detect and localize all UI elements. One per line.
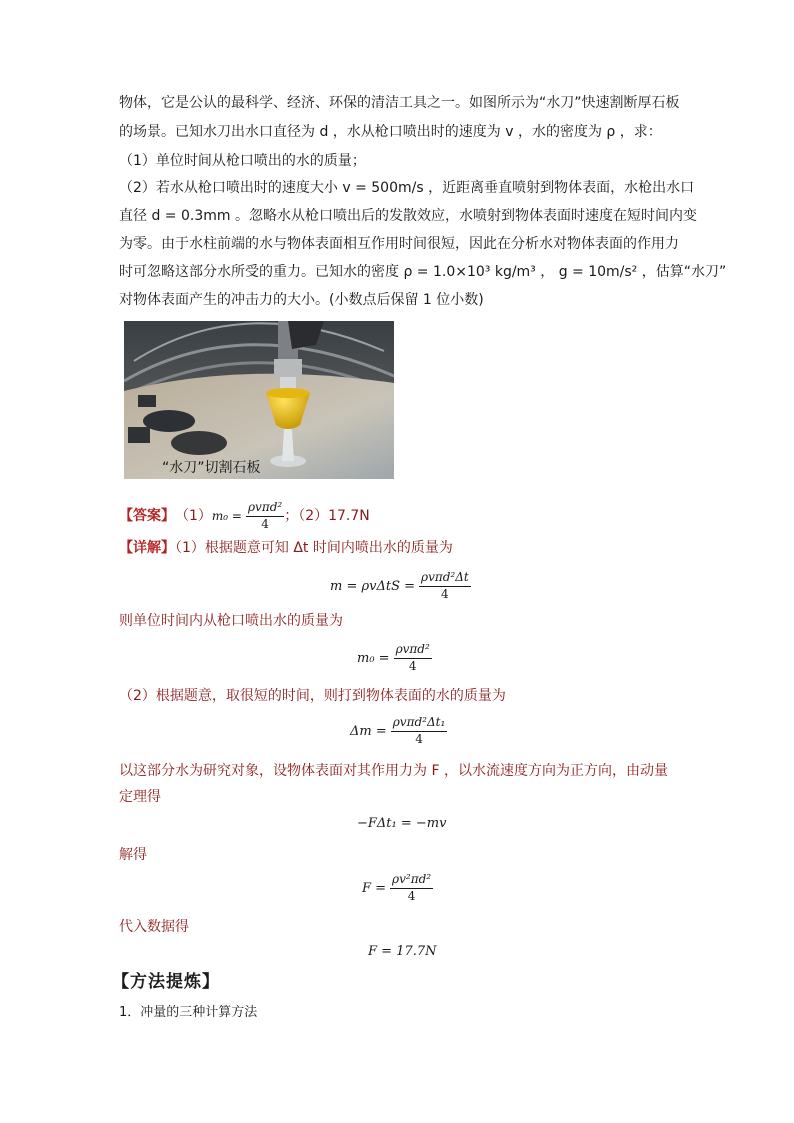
detail-text-1: （1）根据题意可知 Δt 时间内喷出水的质量为 [175, 540, 453, 556]
formula-5-lhs: F = [362, 880, 387, 896]
waterjet-illustration [124, 321, 394, 479]
method-heading: 【方法提炼】 [112, 972, 220, 992]
detail-text-2: 则单位时间内从枪口喷出水的质量为 [119, 613, 343, 629]
formula-3-denominator: 4 [415, 732, 423, 746]
question-item-2-line-2: 直径 d = 0.3mm 。忽略水从枪口喷出后的发散效应，水喷射到物体表面时速度在短时间内变 [119, 208, 697, 224]
formula-momentum-theorem: −FΔt₁ = −mv [357, 816, 447, 831]
formula-3-numerator: ρvπd²Δt₁ [391, 715, 448, 732]
question-item-2-line-1: （2）若水从枪口喷出时的速度大小 v = 500m/s ，近距离垂直喷射到物体表面，水枪出水口 [119, 180, 695, 196]
method-item-1: 1．冲量的三种计算方法 [119, 1005, 258, 1020]
formula-1-denominator: 4 [441, 587, 449, 601]
detail-text-4-line-2: 定理得 [119, 789, 161, 805]
answer-part1-lhs: m₀ = [211, 509, 242, 523]
question-item-1: （1）单位时间从枪口喷出的水的质量； [119, 153, 366, 169]
waterjet-photo [124, 321, 394, 479]
figure-caption: “水刀”切割石板 [162, 460, 261, 476]
answer-part1-fraction [246, 500, 284, 532]
detail-text-3: （2）根据题意，取很短的时间，则打到物体表面的水的质量为 [119, 688, 506, 704]
formula-2-denominator: 4 [408, 659, 417, 673]
question-item-2-line-5: 对物体表面产生的冲击力的大小。(小数点后保留 1 位小数) [119, 292, 484, 308]
answer-label: 【答案】 [119, 508, 175, 524]
formula-3-lhs: Δm = [350, 723, 387, 739]
answer-part2: ；（2）17.7N [284, 508, 370, 524]
answer-part1-numerator: ρvπd² [246, 500, 284, 517]
formula-5-fraction [390, 872, 433, 904]
detail-text-4-line-1: 以这部分水为研究对象，设物体表面对其作用力为 F ，以水流速度方向为正方向，由动量 [119, 763, 668, 779]
answer-part1-prefix: （1） [175, 508, 212, 524]
question-item-2-line-4: 时可忽略这部分水所受的重力。已知水的密度 ρ = 1.0×10³ kg/m³ ， g = 10m/s² ，估算“水刀” [119, 264, 727, 280]
detail-line-1 [119, 538, 453, 558]
formula-1-numerator: ρvπd²Δt [419, 570, 471, 587]
formula-force-result: F = 17.7N [368, 944, 437, 959]
formula-1-fraction [419, 570, 471, 602]
formula-3-fraction [391, 715, 448, 747]
formula-2-fraction [394, 642, 432, 674]
formula-mass-delta-t [330, 570, 471, 602]
formula-5-denominator: 4 [407, 889, 416, 903]
answer-line [119, 500, 370, 532]
formula-mass-per-unit-time [357, 642, 432, 674]
formula-1-lhs: m = ρvΔtS = [330, 578, 416, 594]
detail-text-5: 解得 [119, 847, 147, 863]
formula-force [362, 872, 433, 904]
answer-part1-denominator: 4 [261, 517, 269, 531]
formula-delta-m [350, 715, 447, 747]
question-line-2: 的场景。已知水刀出水口直径为 d ，水从枪口喷出时的速度为 v ，水的密度为 ρ ，求： [119, 124, 662, 140]
question-item-2-line-3: 为零。由于水柱前端的水与物体表面相互作用时间很短，因此在分析水对物体表面的作用力 [119, 236, 679, 252]
detail-label: 【详解】 [119, 540, 175, 556]
question-line-1: 物体，它是公认的最科学、经济、环保的清洁工具之一。如图所示为“水刀”快速割断厚石板 [119, 95, 680, 111]
formula-2-numerator: ρvπd² [394, 642, 432, 659]
formula-5-numerator: ρv²πd² [390, 872, 433, 889]
formula-2-lhs: m₀ = [357, 650, 390, 666]
detail-text-6: 代入数据得 [119, 919, 189, 935]
